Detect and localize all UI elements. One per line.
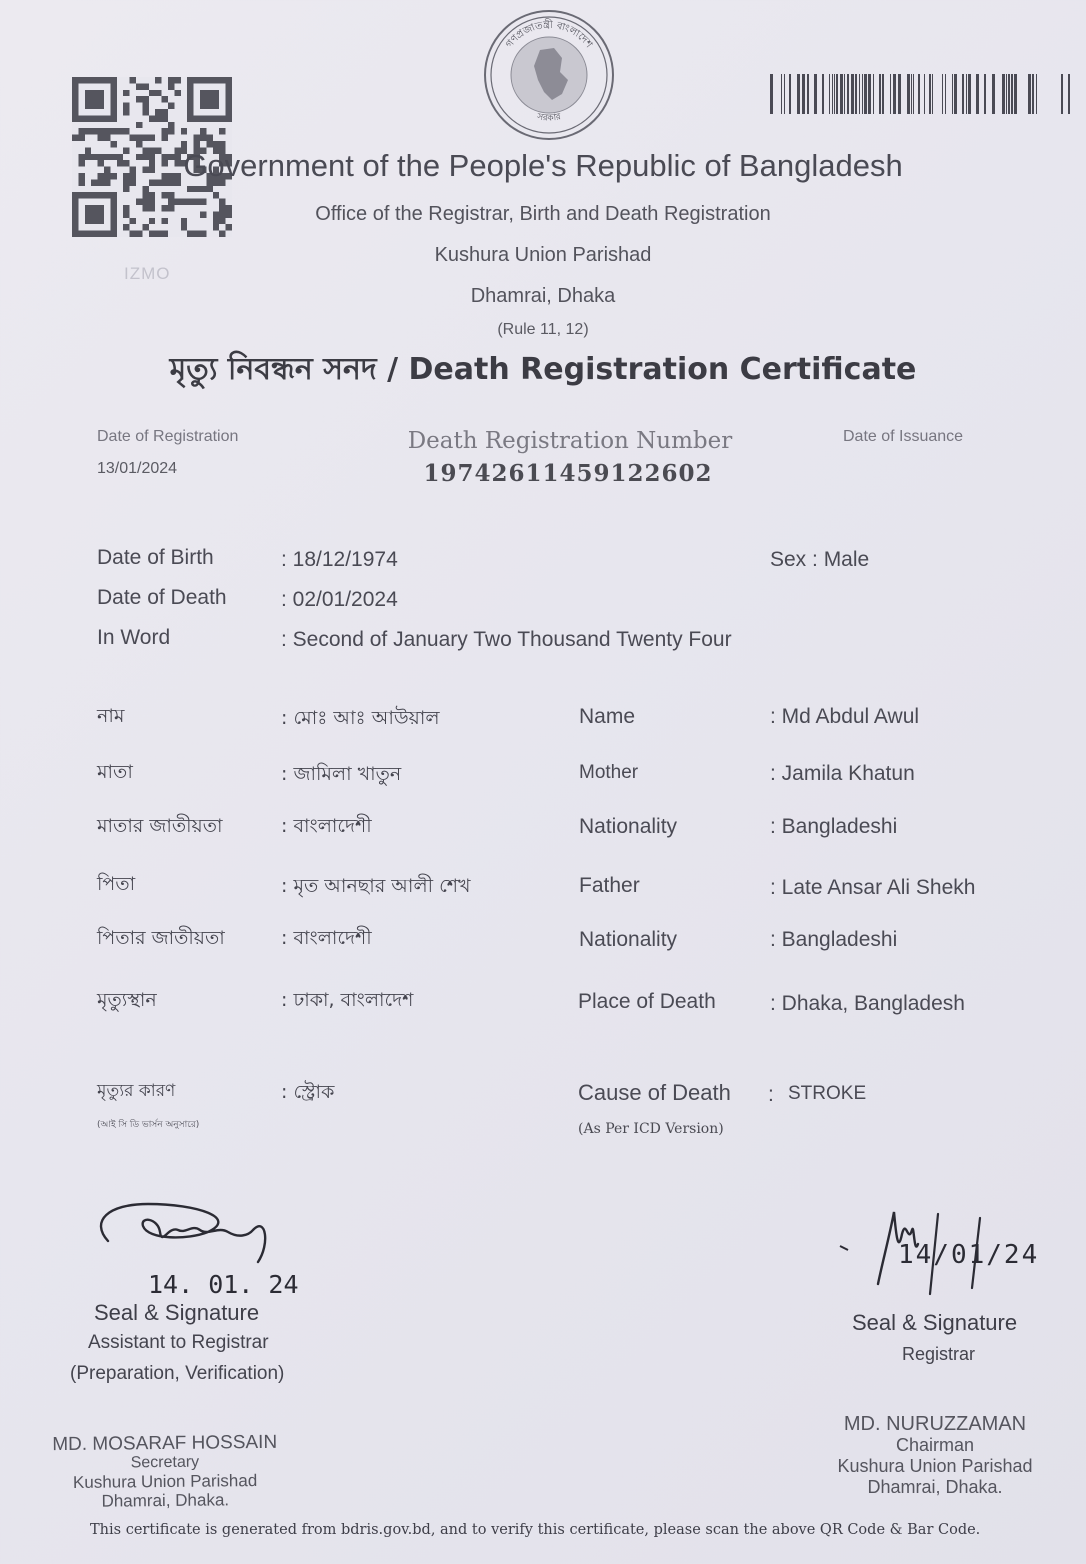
barcode-bar [834,74,835,114]
qr-module [155,231,161,237]
barcode-bar [851,74,854,114]
barcode-bar [832,74,833,114]
barcode-bar [802,74,805,114]
qr-module [200,128,206,134]
qr-module [142,109,148,115]
barcode-bar [962,74,964,114]
qr-module [142,186,148,192]
dod-label: Date of Death [97,586,227,609]
sex-value: Sex : Male [770,548,870,571]
mother-nationality-value: : Bangladeshi [770,815,898,838]
qr-module [168,83,174,89]
barcode-bar [864,74,867,114]
qr-module [181,128,187,134]
location: Dhamrai, Dhaka [470,285,616,307]
barcode-bar [952,74,953,114]
government-seal-logo [482,8,616,142]
place-of-death-bn-value: : ঢাকা, বাংলাদেশ [281,989,414,1011]
barcode-bar [822,74,824,114]
registrar-seal-signature-label: Seal & Signature [852,1310,1018,1335]
qr-module [78,128,84,134]
qr-module [149,135,155,141]
inword-label: In Word [97,626,171,649]
barcode-bar [873,74,874,114]
barcode-bar [929,74,931,114]
assistant-role: Assistant to Registrar [88,1332,269,1353]
barcode-bar [890,74,891,114]
qr-module [174,90,180,96]
mother-nationality-bn-label: মাতার জাতীয়তা [97,815,223,837]
qr-module [149,192,155,198]
barcode-bar [968,74,971,114]
barcode-bar [1011,74,1013,114]
place-of-death-value: : Dhaka, Bangladesh [770,992,965,1015]
place-of-death-bn-label: মৃত্যুস্থান [97,989,157,1011]
barcode-bar [882,74,884,114]
barcode-bar [932,74,933,114]
qr-module [187,231,193,237]
barcode-bar [1061,74,1063,114]
qr-module [136,122,142,128]
qr-module [162,96,168,102]
certificate-title: মৃত্যু নিবন্ধন সনদ / Death Registration Certificate [169,352,917,387]
verification-footer: This certificate is generated from bdris.gov.bd, and to verify this certificate, please scan the above QR Code & Bar Code. [90,1522,981,1538]
barcode-bar [844,74,845,114]
barcode-bar [868,74,871,114]
place-of-death-label: Place of Death [578,990,716,1013]
qr-module [162,135,168,141]
qr-module [155,90,161,96]
qr-module [149,231,155,237]
barcode-bar [893,74,896,114]
barcode-bar [1032,74,1034,114]
qr-module [168,122,174,128]
qr-module [110,128,116,134]
barcode-bar [907,74,910,114]
qr-module [187,186,193,192]
barcode-bar [770,74,773,114]
father-nationality-value: : Bangladeshi [770,928,898,951]
qr-module [98,128,104,134]
qr-module [155,109,161,115]
barcode-bar [1014,74,1017,114]
barcode-bar [847,74,849,114]
cause-bn-label: মৃত্যুর কারণ [97,1081,176,1101]
qr-module [200,135,206,141]
qr-module [98,135,104,141]
qr-module [136,135,142,141]
qr-module [168,103,174,109]
qr-module [213,141,219,147]
assistant-stamp [40,1433,291,1512]
barcode-bar [836,74,838,114]
qr-caption: IZMO [124,264,171,283]
barcode-bar [859,74,860,114]
name-label: Name [579,705,636,728]
mother-value: : Jamila Khatun [770,762,915,785]
qr-module [130,231,136,237]
qr-module [219,128,225,134]
barcode-bar [918,74,920,114]
registration-number-label: Death Registration Number [407,428,733,454]
qr-module [155,115,161,121]
cause-value: STROKE [788,1083,867,1104]
barcode-bar [829,74,830,114]
barcode-bar [1008,74,1010,114]
qr-module [142,192,148,198]
qr-module [136,231,142,237]
barcode-bar [911,74,912,114]
barcode-bar [789,74,791,114]
barcode-bar [1068,74,1070,114]
qr-module [162,128,168,134]
qr-module [72,135,78,141]
mother-bn-label: মাতা [97,761,133,783]
qr-module [149,90,155,96]
qr-module [162,192,168,198]
svg-text:সরকার [535,112,563,124]
qr-module [142,83,148,89]
qr-module [155,77,161,83]
barcode-bar [1036,74,1037,114]
date-of-registration-label: Date of Registration [97,428,239,445]
qr-module [123,186,129,192]
qr-module [206,135,212,141]
registrar-signature-date: 14/01/24 [898,1240,1040,1270]
icd-note: (As Per ICD Version) [578,1121,724,1137]
father-label: Father [579,874,640,897]
qr-module [123,128,129,134]
barcode-bar [924,74,925,114]
qr-module [91,128,97,134]
qr-module [78,135,84,141]
qr-module [194,231,200,237]
barcode-bar [966,74,967,114]
registrar-role: Registrar [902,1344,976,1364]
cause-bn-value: : স্ট্রোক [281,1081,335,1103]
qr-module [136,96,142,102]
qr-module [162,109,168,115]
qr-module [162,231,168,237]
qr-module [174,77,180,83]
father-nationality-bn-label: পিতার জাতীয়তা [97,927,225,949]
barcode-bar [1002,74,1005,114]
barcode-bar [976,74,979,114]
cause-colon: : [768,1083,774,1106]
registrar-stamp [820,1414,1050,1498]
father-bn-value: : মৃত আনছার আলী শেখ [281,875,471,897]
father-nationality-bn-value: : বাংলাদেশী [281,927,372,949]
qr-module [168,128,174,134]
dob-label: Date of Birth [97,546,214,569]
assistant-seal-signature-label: Seal & Signature [94,1300,260,1325]
qr-module [130,135,136,141]
government-title: Government of the People's Republic of Bangladesh [183,148,903,183]
father-bn-label: পিতা [97,873,136,895]
assistant-role-note: (Preparation, Verification) [70,1363,285,1384]
name-value: : Md Abdul Awul [770,705,920,728]
qr-module [219,231,225,237]
qr-module [110,141,116,147]
qr-module [136,83,142,89]
qr-module [168,192,174,198]
qr-module [130,77,136,83]
qr-module [194,135,200,141]
barcode-bar [913,74,914,114]
registrar-org: Kushura Union Parishad [837,1456,1033,1476]
qr-module [136,141,142,147]
barcode-bar [1006,74,1007,114]
barcode-bar [784,74,785,114]
registrar-title: Chairman [895,1435,975,1455]
qr-module [142,135,148,141]
dob-value: : 18/12/1974 [281,548,398,571]
mother-bn-value: : জামিলা খাতুন [281,763,402,785]
assistant-signature-date: 14. 01. 24 [148,1270,299,1299]
barcode-bar [862,74,863,114]
barcode-bar [945,74,946,114]
father-nationality-label: Nationality [579,928,678,951]
inword-value: : Second of January Two Thousand Twenty Four [281,628,732,651]
father-value: : Late Ansar Ali Shekh [770,876,976,899]
qr-module [85,128,91,134]
qr-module [206,141,212,147]
qr-module [206,186,212,192]
qr-module [117,128,123,134]
barcode-bar [855,74,857,114]
barcode-bar [807,74,809,114]
barcode-bar [797,74,800,114]
assistant-name: MD. MOSARAF HOSSAIN [52,1431,278,1456]
assistant-org: Kushura Union Parishad [72,1471,258,1492]
registration-number-value: 19742611459122602 [423,460,713,487]
seal-top-text: গণপ্রজাতন্ত্রী বাংলাদেশ [503,19,595,51]
qr-module [149,115,155,121]
qr-finder-pattern [85,90,104,109]
name-bn-value: : মোঃ আঃ আউয়াল [281,707,440,729]
qr-module [142,103,148,109]
assistant-place: Dhamrai, Dhaka. [101,1490,230,1511]
barcode-bar [814,74,817,114]
qr-module [142,96,148,102]
mother-label: Mother [579,762,639,783]
date-of-registration-value: 13/01/2024 [97,460,178,477]
qr-module [194,141,200,147]
qr-finder-pattern [200,90,219,109]
barcode-bar [898,74,901,114]
mother-nationality-bn-value: : বাংলাদেশী [281,815,372,837]
qr-module [104,128,110,134]
qr-module [123,90,129,96]
cause-label: Cause of Death [578,1080,731,1105]
barcode-bar [879,74,881,114]
barcode-bar [984,74,986,114]
seal-bottom-text: সরকার [536,112,562,124]
assistant-title: Secretary [130,1453,200,1472]
qr-module [104,135,110,141]
qr-module [219,141,225,147]
qr-module [200,231,206,237]
qr-module [200,186,206,192]
cause-bn-sub: (আই সি ডি ভার্সন অনুসারে) [97,1120,200,1130]
office-title: Office of the Registrar, Birth and Death Registration [315,203,771,225]
barcode-bar [781,74,782,114]
qr-module [123,109,129,115]
barcode-bar [1028,74,1031,114]
qr-module [123,103,129,109]
registrar-place: Dhamrai, Dhaka. [867,1477,1003,1497]
date-of-issuance-label: Date of Issuance [843,428,964,445]
barcode-bar [954,74,957,114]
qr-module [213,192,219,198]
name-bn-label: নাম [97,705,125,727]
barcode-bar [840,74,843,114]
barcode-bar [942,74,943,114]
qr-module [181,141,187,147]
registrar-name: MD. NURUZZAMAN [843,1413,1027,1435]
rule-reference: (Rule 11, 12) [497,321,589,338]
union-parishad: Kushura Union Parishad [434,244,652,266]
barcode [770,74,1073,114]
qr-module [168,77,174,83]
qr-module [162,115,168,121]
qr-module [194,186,200,192]
barcode-bar [992,74,995,114]
mother-nationality-label: Nationality [579,815,678,838]
dod-value: : 02/01/2024 [281,588,398,611]
